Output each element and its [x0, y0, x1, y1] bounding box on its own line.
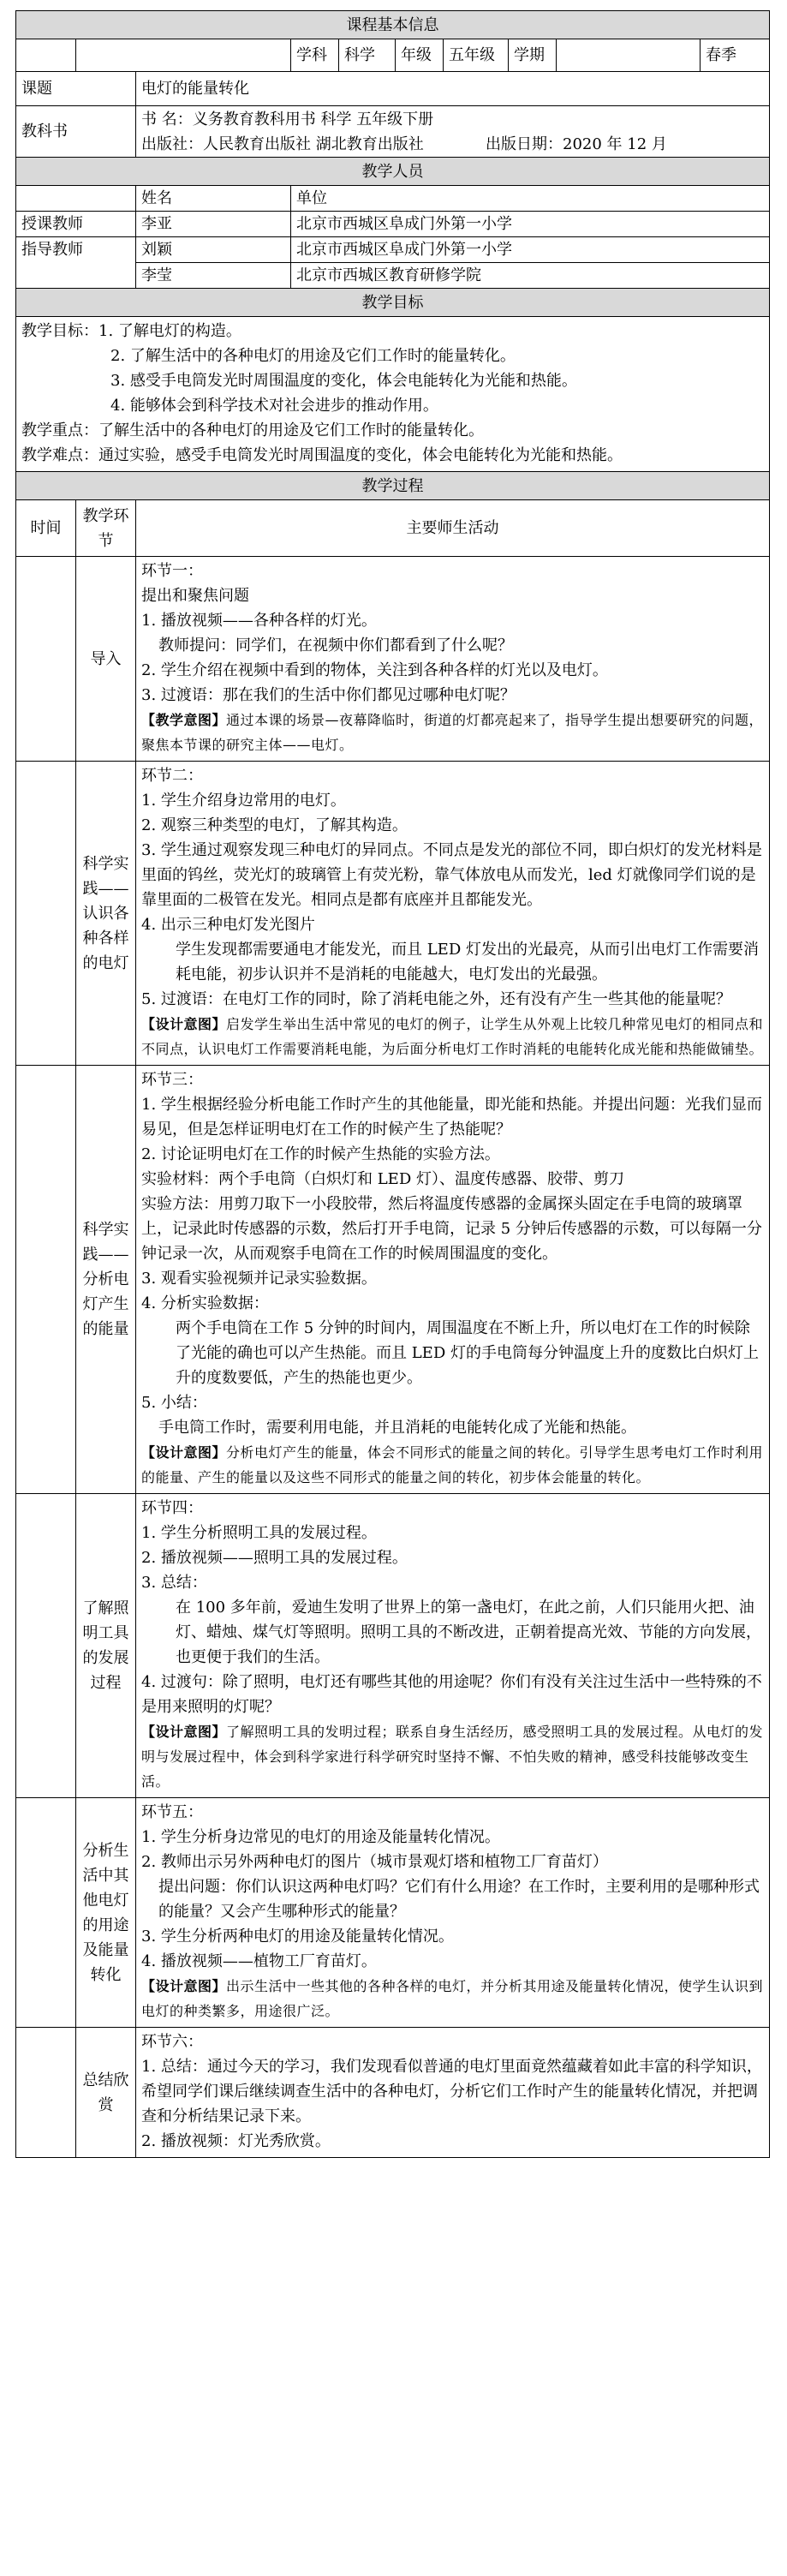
activity-line: 两个手电筒在工作 5 分钟的时间内，周围温度在不断上升，所以电灯在工作的时候除了光能的确也可以产生热能。而且 LED 灯的手电筒每分钟温度上升的度数比白炽灯上升的度数要低，产生的热能也更少。 [176, 1319, 759, 1387]
grade-label: 年级 [396, 39, 444, 72]
design-intent-text: 通过本课的场景—夜幕降临时，街道的灯都亮起来了，指导学生提出想要研究的问题，聚焦本节课的研究主体——电灯。 [141, 712, 764, 753]
activity-line: 1. 学生分析照明工具的发展过程。 [141, 1524, 377, 1542]
objective-line: 2. 了解生活中的各种电灯的用途及它们工作时的能量转化。 [110, 347, 516, 365]
staff-unit-col: 单位 [291, 186, 770, 212]
activity-line: 3. 学生分析两种电灯的用途及能量转化情况。 [141, 1928, 454, 1945]
activity-line: 1. 学生介绍身边常用的电灯。 [141, 792, 346, 810]
activity-line: 4. 出示三种电灯发光图片 [141, 916, 315, 934]
process-section [16, 1494, 770, 1798]
staff-row [16, 237, 770, 263]
subject-row [16, 39, 770, 72]
col-step: 教学环节 [76, 500, 136, 557]
activity-line: 3. 总结： [141, 1574, 207, 1592]
activity-line: 环节四： [141, 1499, 203, 1517]
activity-line: 2. 教师出示另外两种电灯的图片（城市景观灯塔和植物工厂育苗灯） [141, 1853, 608, 1871]
design-intent-label: 【教学意图】 [141, 712, 227, 728]
activity-line: 1. 学生根据经验分析电能工作时产生的其他能量，即光能和热能。并提出问题：光我们显而易见，但是怎样证明电灯在工作的时候产生了热能呢？ [141, 1096, 762, 1139]
staff-header-row [16, 158, 770, 186]
activity-line: 提出问题：你们认识这两种电灯吗？它们有什么用途？在工作时，主要利用的是哪种形式的能量？又会产生哪种形式的能量？ [158, 1878, 760, 1921]
activity-line: 4. 过渡句：除了照明，电灯还有哪些其他的用途呢？你们有没有关注过生活中一些特殊的不是用来照明的灯呢？ [141, 1673, 762, 1716]
staff-unit: 北京市西城区阜成门外第一小学 [291, 212, 770, 237]
design-intent [141, 1440, 764, 1490]
design-intent [141, 1012, 764, 1061]
activity-line: 2. 讨论证明电灯在工作的时候产生热能的实验方法。 [141, 1145, 500, 1163]
section-step: 科学实践——认识各种各样的电灯 [76, 762, 136, 1066]
staff-col-row [16, 186, 770, 212]
process-col-row [16, 500, 770, 557]
term-value: 春季 [701, 39, 770, 72]
staff-name-col: 姓名 [136, 186, 291, 212]
objective-line: 3. 感受手电筒发光时周围温度的变化，体会电能转化为光能和热能。 [110, 372, 577, 390]
process-sections [16, 557, 770, 2158]
activity-line: 4. 播放视频——植物工厂育苗灯。 [141, 1952, 377, 1970]
activity-line: 2. 观察三种类型的电灯，了解其构造。 [141, 816, 408, 834]
section-step: 分析生活中其他电灯的用途及能量转化 [76, 1798, 136, 2028]
process-section [16, 762, 770, 1066]
section-step: 科学实践——分析电灯产生的能量 [76, 1066, 136, 1494]
section-activity [136, 1494, 770, 1798]
topic-value: 电灯的能量转化 [136, 72, 770, 106]
process-section [16, 1798, 770, 2028]
textbook-details [136, 106, 770, 158]
design-intent [141, 1974, 764, 2023]
design-intent-text: 出示生活中一些其他的各种各样的电灯，并分析其用途及能量转化情况，使学生认识到电灯的种类繁多，用途很广泛。 [141, 1978, 764, 2019]
grade-value: 五年级 [444, 39, 509, 72]
activity-line: 手电筒工作时，需要利用电能，并且消耗的电能转化成了光能和热能。 [158, 1419, 636, 1437]
objectives-header-row [16, 289, 770, 317]
activity-line: 环节三： [141, 1071, 203, 1089]
section-activity [136, 1066, 770, 1494]
design-intent-text: 了解照明工具的发明过程；联系自身生活经历，感受照明工具的发展过程。从电灯的发明与发展过程中，体会到科学家进行科学研究时坚持不懈、不怕失败的精神，感受科技能够改变生活。 [141, 1724, 764, 1790]
section-time [16, 557, 76, 762]
textbook-label: 教科书 [16, 106, 136, 158]
topic-row [16, 72, 770, 106]
book-name-line [141, 107, 764, 132]
activity-line: 4. 分析实验数据： [141, 1294, 269, 1312]
objectives-header: 教学目标 [16, 289, 770, 317]
staff-name: 刘颖 [136, 237, 291, 263]
section-time [16, 762, 76, 1066]
section-time [16, 1494, 76, 1798]
activity-line: 环节二： [141, 767, 203, 785]
activity-line: 3. 过渡语：那在我们的生活中你们都见过哪种电灯呢？ [141, 686, 516, 704]
activity-line: 2. 播放视频——照明工具的发展过程。 [141, 1549, 408, 1567]
staff-role: 授课教师 [16, 212, 136, 237]
activity-line: 5. 小结： [141, 1394, 207, 1412]
col-activity: 主要师生活动 [136, 500, 770, 557]
section-time [16, 1798, 76, 2028]
objective-line: 教学目标：1. 了解电灯的构造。 [21, 322, 241, 340]
section-activity [136, 557, 770, 762]
activity-line: 在 100 多年前，爱迪生发明了世界上的第一盏电灯，在此之前，人们只能用火把、油灯、蜡烛、煤气灯等照明。照明工具的不断改进，正朝着提高光效、节能的方向发展，也更便于我们的生活。 [176, 1599, 761, 1666]
publish-date: 2020 年 12 月 [563, 134, 667, 153]
topic-label: 课题 [16, 72, 136, 106]
objectives-label: 教学目标： [21, 322, 98, 340]
objectives-row [16, 317, 770, 472]
design-intent-label: 【设计意图】 [141, 1444, 227, 1461]
key-point: 教学重点：了解生活中的各种电灯的用途及它们工作时的能量转化。 [21, 421, 484, 439]
activity-line: 1. 学生分析身边常见的电灯的用途及能量转化情况。 [141, 1828, 500, 1846]
activity-line: 2. 学生介绍在视频中看到的物体，关注到各种各样的灯光以及电灯。 [141, 661, 608, 679]
staff-header: 教学人员 [16, 158, 770, 186]
design-intent-label: 【设计意图】 [141, 1724, 227, 1740]
activity-line: 5. 过渡语：在电灯工作的同时，除了消耗电能之外，还有没有产生一些其他的能量呢？ [141, 990, 731, 1008]
staff-row [16, 212, 770, 237]
section-step: 导入 [76, 557, 136, 762]
subject-label: 学科 [291, 39, 339, 72]
book-name-label: 书 名： [141, 110, 193, 129]
publisher-label: 出版社： [141, 134, 203, 153]
section-step: 总结欣赏 [76, 2028, 136, 2158]
activity-line: 3. 观看实验视频并记录实验数据。 [141, 1270, 377, 1288]
activity-line: 1. 总结：通过今天的学习，我们发现看似普通的电灯里面竟然蕴藏着如此丰富的科学知识，希望同学们课后继续调查生活中的各种电灯，分析它们工作时产生的能量转化情况，并把调查和分析结果记录下来。 [141, 2058, 762, 2125]
activity-line: 环节一： [141, 562, 203, 580]
publish-date-label: 出版日期： [486, 134, 563, 153]
textbook-row [16, 106, 770, 158]
section-activity [136, 762, 770, 1066]
process-section [16, 1066, 770, 1494]
activity-line: 实验方法：用剪刀取下一小段胶带，然后将温度传感器的金属探头固定在手电筒的玻璃罩上，记录此时传感器的示数，然后打开手电筒，记录 5 分钟后传感器的示数，可以每隔一分钟记录一次，从而观察手电筒在工作的时候周围温度的变化。 [141, 1195, 762, 1263]
publisher-line [141, 132, 764, 157]
design-intent-text: 分析电灯产生的能量，体会不同形式的能量之间的转化。引导学生思考电灯工作时利用的能量、产生的能量以及这些不同形式的能量之间的转化，初步体会能量的转化。 [141, 1444, 764, 1485]
section-activity [136, 1798, 770, 2028]
design-intent [141, 1719, 764, 1794]
basic-info-header-row [16, 11, 770, 39]
staff-name: 李莹 [136, 263, 291, 289]
section-step: 了解照明工具的发展过程 [76, 1494, 136, 1798]
term-label: 学期 [509, 39, 557, 72]
difficulty: 教学难点：通过实验，感受手电筒发光时周围温度的变化，体会电能转化为光能和热能。 [21, 446, 623, 464]
objectives-body [16, 317, 770, 472]
activity-line: 实验材料：两个手电筒（白炽灯和 LED 灯）、温度传感器、胶带、剪刀 [141, 1170, 624, 1188]
design-intent-label: 【设计意图】 [141, 1016, 227, 1032]
lesson-plan-table [15, 10, 770, 2158]
activity-line: 1. 播放视频——各种各样的灯光。 [141, 612, 377, 630]
staff-unit: 北京市西城区阜成门外第一小学 [291, 237, 770, 263]
activity-line: 学生发现都需要通电才能发光，而且 LED 灯发出的光最亮，从而引出电灯工作需要消耗电能，初步认识并不是消耗的电能越大，电灯发出的光最强。 [176, 941, 759, 983]
basic-info-header: 课程基本信息 [16, 11, 770, 39]
subject-value: 科学 [339, 39, 396, 72]
staff-name: 李亚 [136, 212, 291, 237]
design-intent [141, 708, 764, 757]
activity-line: 2. 播放视频：灯光秀欣赏。 [141, 2132, 331, 2150]
process-section [16, 557, 770, 762]
process-section [16, 2028, 770, 2158]
publisher: 人民教育出版社 湖北教育出版社 [203, 134, 424, 153]
activity-line: 3. 学生通过观察发现三种电灯的异同点。不同点是发光的部位不同，即白炽灯的发光材料是里面的钨丝，荧光灯的玻璃管上有荧光粉，靠气体放电从而发光，led 灯就像同学们说的是靠里面的二极管在发光。相同点是都有底座并且都能发光。 [141, 841, 762, 909]
book-name: 义务教育教科用书 科学 五年级下册 [192, 110, 434, 129]
design-intent-text: 启发学生举出生活中常见的电灯的例子，让学生从外观上比较几种常见电灯的相同点和不同点，认识电灯工作需要消耗电能，为后面分析电灯工作时消耗的电能转化成光能和热能做铺垫。 [141, 1016, 764, 1057]
activity-line: 环节五： [141, 1803, 203, 1821]
staff-role: 指导教师 [16, 237, 136, 289]
activity-line: 提出和聚焦问题 [141, 587, 249, 605]
col-time: 时间 [16, 500, 76, 557]
design-intent-label: 【设计意图】 [141, 1978, 227, 1994]
activity-line: 教师提问：同学们，在视频中你们都看到了什么呢？ [158, 637, 513, 654]
objective-line: 4. 能够体会到科学技术对社会进步的推动作用。 [110, 397, 438, 415]
process-header: 教学过程 [16, 472, 770, 500]
activity-line: 环节六： [141, 2033, 203, 2051]
section-time [16, 2028, 76, 2158]
section-activity [136, 2028, 770, 2158]
process-header-row [16, 472, 770, 500]
section-time [16, 1066, 76, 1494]
staff-unit: 北京市西城区教育研修学院 [291, 263, 770, 289]
